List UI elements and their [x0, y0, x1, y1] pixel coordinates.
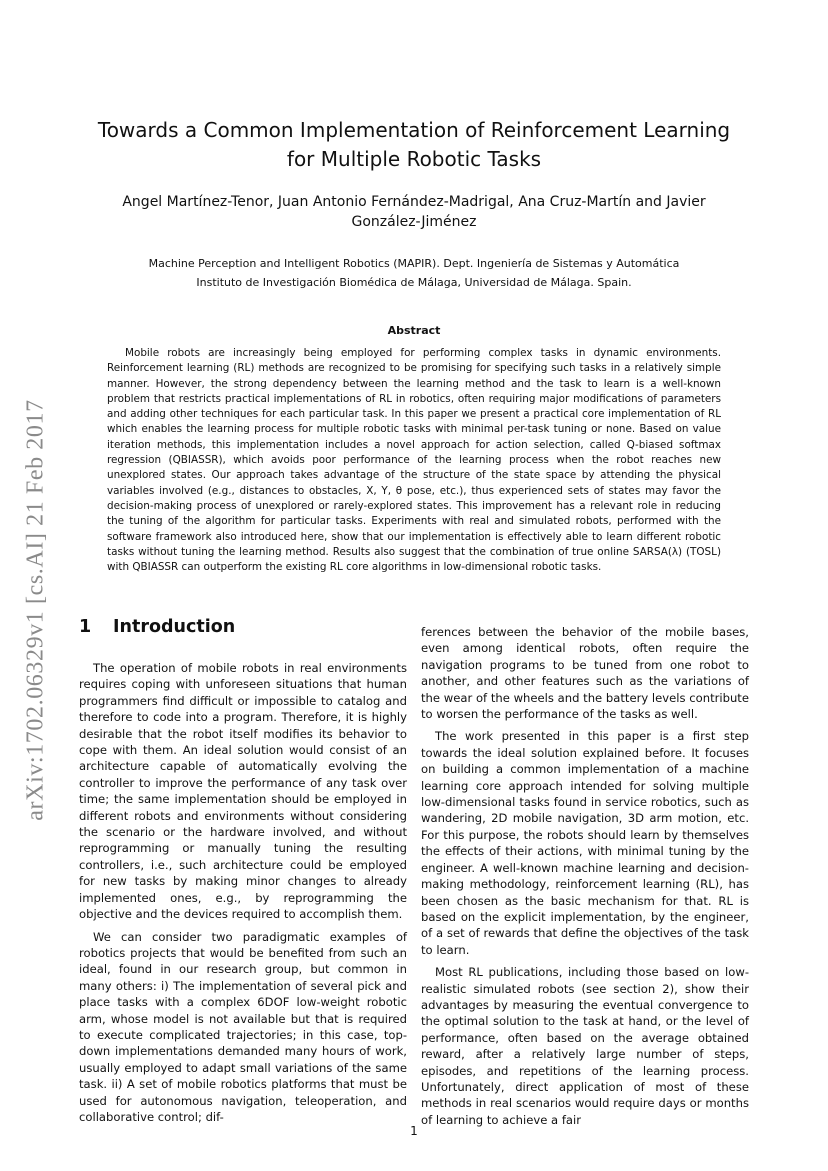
affiliation-line-2: Instituto de Investigación Biomédica de Málaga, Universidad de Málaga. Spain.	[196, 276, 632, 289]
paper-title: Towards a Common Implementation of Reinforcement Learning for Multiple Robotic Tasks	[97, 118, 731, 171]
paragraph: Most RL publications, including those based on low-realistic simulated robots (see section 2), show their advantages by measuring the eventual convergence to the optimal solution to the task at hand, or the level of performance, often based on the average obtained reward, after a relatively large number of steps, episodes, and repetitions of the learning process. Unfortunately, direct application of most of these methods in real scenarios would require days or months of learning to achieve a fair	[421, 965, 749, 1127]
right-column	[421, 624, 749, 1134]
paragraph: The work presented in this paper is a first step towards the ideal solution explained before. It focuses on building a common implementation of a machine learning core approach intended for solving multiple low-dimensional tasks found in service robotics, such as wandering, 2D mobile navigation, 3D arm motion, etc. For this purpose, the robots should learn by themselves the effects of their actions, with minimal tuning by the engineer. A well-known machine learning and decision-making methodology, reinforcement learning (RL), has been chosen as the basic mechanism for that. RL is based on the explicit implementation, by the engineer, of a set of rewards that define the objectives of the task to learn.	[421, 729, 749, 957]
abstract-heading: Abstract	[387, 324, 441, 337]
paragraph: The operation of mobile robots in real environments requires coping with unforeseen situations that human programmers find difficult or impossible to catalog and therefore to code into a program. Therefore, it is highly desirable that the robot itself modifies its behavior to cope with them. An ideal solution would consist of an architecture capable of automatically evolving the controller to improve the performance of any task over time; the same implementation should be employed in different robots and environments without considering the scenario or the hardware involved, and without reprogramming or manually tuning the resulting controllers, i.e., such architecture could be employed for new tasks by making minor changes to already implemented ones, e.g., by reprogramming the objective and the devices required to accomplish them.	[79, 661, 407, 922]
left-column	[79, 660, 407, 1131]
abstract-body: Mobile robots are increasingly being employed for performing complex tasks in dynamic environments. Reinforcement learning (RL) methods are recognized to be promising for specifying such tasks in a relatively simple manner. However, the strong dependency between the learning method and the task to learn is a well-known problem that restricts practical implementations of RL in robotics, often requiring major modifications of parameters and adding other techniques for each particular task. In this paper we present a practical core implementation of RL which enables the learning process for multiple robotic tasks with minimal per-task tuning or none. Based on value iteration methods, this implementation includes a novel approach for action selection, called Q-biased softmax regression (QBIASSR), which avoids poor performance of the learning process when the robot reaches new unexplored states. Our approach takes advantage of the structure of the state space by attending the physical variables involved (e.g., distances to obstacles, X, Y, θ pose, etc.), thus experienced sets of states may favor the decision-making process of unexplored or rarely-explored states. This improvement has a relevant role in reducing the tuning of the algorithm for particular tasks. Experiments with real and simulated robots, performed with the software framework also introduced here, show that our implementation is effectively able to learn different robotic tasks without tuning the learning method. Results also suggest that the combination of true online SARSA(λ) (TOSL) with QBIASSR can outperform the existing RL core algorithms in low-dimensional robotic tasks.	[107, 347, 721, 574]
paragraph: We can consider two paradigmatic examples of robotics projects that would be benefited from such an ideal, found in our research group, but common in many others: i) The implementation of several pick and place tasks with a complex 6DOF low-weight robotic arm, whose model is not available but that is required to execute complicated trajectories; in this case, top-down implementations demanded many hours of work, usually employed to adapt small variations of the same task. ii) A set of mobile robotics platforms that must be used for autonomous navigation, teleoperation, and collaborative control; dif-	[79, 929, 407, 1124]
paragraph: ferences between the behavior of the mobile bases, even among identical robots, often require the navigation programs to be tuned from one robot to another, and other features such as the variations of the wear of the wheels and the battery levels contribute to worsen the performance of the tasks as well.	[421, 625, 749, 722]
arxiv-identifier: arXiv:1702.06329v1 [cs.AI] 21 Feb 2017	[22, 399, 49, 821]
affiliation	[90, 254, 738, 292]
author-list: Angel Martínez-Tenor, Juan Antonio Fernández-Madrigal, Ana Cruz-Martín and Javier González-Jiménez	[122, 194, 706, 230]
section-heading	[79, 617, 235, 637]
section-number: 1	[79, 617, 92, 637]
page-number: 1	[410, 1124, 418, 1138]
affiliation-line-1: Machine Perception and Intelligent Robotics (MAPIR). Dept. Ingeniería de Sistemas y Automática	[148, 257, 680, 270]
arxiv-watermark	[22, 372, 50, 848]
section-title: Introduction	[113, 617, 236, 637]
